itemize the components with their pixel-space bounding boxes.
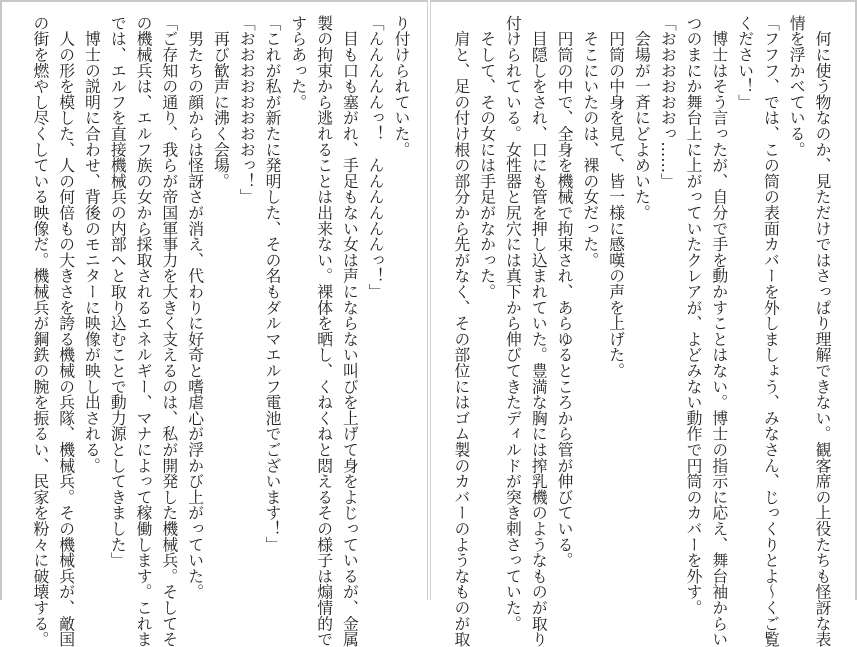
text-line: 付けられている。女性器と尻穴には真下から伸びてきたディルドが突き刺さっていた。 — [503, 15, 523, 632]
text-line: ください！」 — [735, 15, 755, 110]
text-line: 「ご存知の通り、我らが帝国軍事力を大きく支えるのは、私が開発した機械兵。そしてそ — [159, 15, 179, 647]
text-line: 再び歓声に沸く会場。 — [211, 15, 231, 189]
text-line: 博士はそう言ったが、自分で手を動かすことはない。博士の指示に応え、舞台袖からい — [709, 15, 729, 647]
left-page — [0, 0, 428, 647]
text-line: そこにいたのは、裸の女だった。 — [580, 15, 600, 268]
text-line: すらあった。 — [288, 15, 308, 110]
text-line: そして、その女には手足がなかった。 — [477, 15, 497, 300]
left-page-text — [27, 15, 414, 647]
text-line: では、エルフを直接機械兵の内部へと取り込むことで動力源としてきました」 — [108, 15, 128, 568]
text-line: 円筒の中身を見て、皆一様に感嘆の声を上げた。 — [606, 15, 626, 379]
text-line: の機械兵は、エルフ族の女から採取されるエネルギー、マナによって稼働します。これま — [134, 15, 154, 647]
text-line: 「おおおおおおっ……」 — [658, 15, 678, 189]
text-line: 男たちの顔からは怪訝さが消え、代わりに好奇と嗜虐心が浮かび上がっていた。 — [185, 15, 205, 600]
text-line: つのまにか舞台上に上がっていたクレアが、よどみない動作で円筒のカバーを外す。 — [684, 15, 704, 616]
right-page — [430, 0, 857, 647]
text-line: 肩と、足の付け根の部分から先がなく、その部位にはゴム製のカバーのようなものが取 — [451, 15, 471, 647]
text-line: 「これが私が新たに発明した、その名もダルマエルフ電池でございます！」 — [263, 15, 283, 553]
text-line: 目隠しをされ、口にも管を押し込まれていた。豊満な胸には搾乳機のようなものが取り — [529, 15, 549, 647]
text-line: の街を燃やし尽くしている映像だ。機械兵が鋼鉄の腕を振るい、民家を粉々に破壊する。 — [30, 15, 50, 647]
text-line: 人の形を模した、人の何倍もの大きさを誇る機械の兵隊、機械兵。その機械兵が、敵国 — [56, 15, 76, 647]
text-line: 目も口も塞がれ、手足もない女は声にならない叫びを上げて身をよじっているが、金属 — [340, 15, 360, 647]
text-line: 情を浮かべている。 — [787, 15, 807, 158]
text-line: 会場が一斉にどよめいた。 — [632, 15, 652, 221]
text-line: 「おおおおおおおおっ！」 — [237, 15, 257, 205]
text-line: 製の拘束から逃れることは出来ない。裸体を晒し、くねくねと悶えるその様子は煽情的で — [314, 15, 334, 647]
text-line: 「フフフ、では、この筒の表面カバーを外しましょう、みなさん、じっくりとよ～くご覧 — [761, 15, 781, 647]
text-line: 博士の説明に合わせ、背後のモニターに映像が映し出される。 — [82, 15, 102, 474]
text-line: 何に使う物なのか、見ただけではさっぱり理解できない。観客席の上役たちも怪訝な表 — [813, 15, 832, 647]
text-line: 「んんんんんっ！ んんんんんんっ！」 — [366, 15, 386, 300]
text-line: 円筒の中で、全身を機械で拘束され、あらゆるところから管が伸びている。 — [555, 15, 575, 568]
right-page-text — [448, 15, 835, 647]
text-line: り付けられていた。 — [392, 15, 411, 158]
